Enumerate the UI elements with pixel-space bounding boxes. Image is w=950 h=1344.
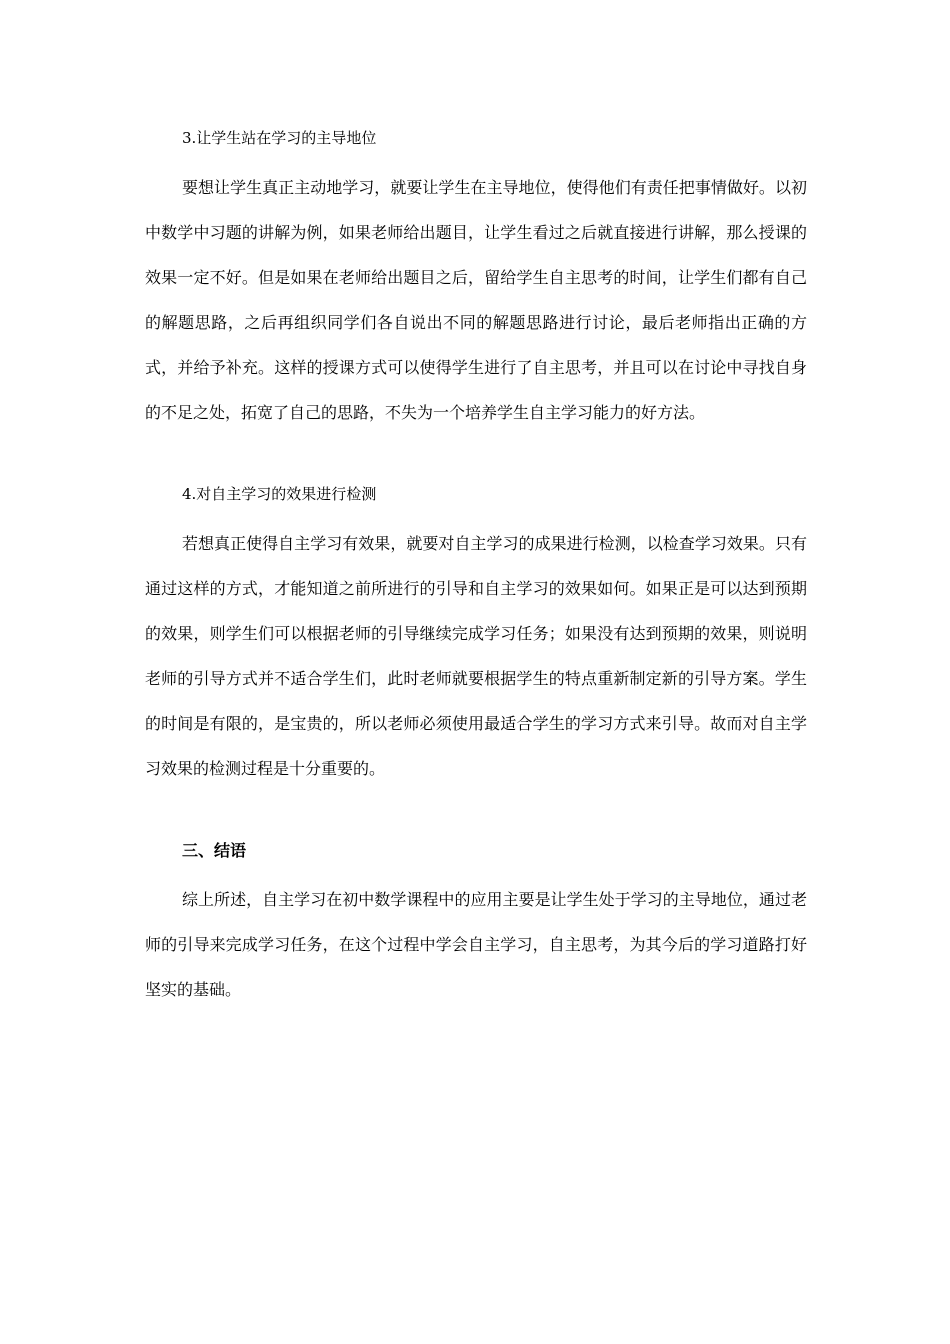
section-heading-4: 4.对自主学习的效果进行检测 (182, 485, 377, 503)
conclusion-paragraph: 综上所述，自主学习在初中数学课程中的应用主要是让学生处于学习的主导地位，通过老师的引导来完成学习任务，在这个过程中学会自主学习，自主思考，为其今后的学习道路打好坚实的基础。 (145, 890, 807, 999)
section-paragraph-3: 要想让学生真正主动地学习，就要让学生在主导地位，使得他们有责任把事情做好。以初中数学中习题的讲解为例，如果老师给出题目，让学生看过之后就直接进行讲解，那么授课的效果一定不好。但是如果在老师给出题目之后，留给学生自主思考的时间，让学生们都有自己的解题思路，之后再组织同学们各自说出不同的解题思路进行讨论，最后老师指出正确的方式，并给予补充。这样的授课方式可以使得学生进行了自主思考，并且可以在讨论中寻找自身的不足之处，拓宽了自己的思路，不失为一个培养学生自主学习能力的好方法。 (145, 178, 807, 422)
section-paragraph-4: 若想真正使得自主学习有效果，就要对自主学习的成果进行检测，以检查学习效果。只有通过这样的方式，才能知道之前所进行的引导和自主学习的效果如何。如果正是可以达到预期的效果，则学生们可以根据老师的引导继续完成学习任务；如果没有达到预期的效果，则说明老师的引导方式并不适合学生们，此时老师就要根据学生的特点重新制定新的引导方案。学生的时间是有限的，是宝贵的，所以老师必须使用最适合学生的学习方式来引导。故而对自主学习效果的检测过程是十分重要的。 (145, 534, 807, 778)
conclusion-heading: 三、结语 (182, 841, 247, 860)
section-heading-3: 3.让学生站在学习的主导地位 (182, 129, 377, 147)
